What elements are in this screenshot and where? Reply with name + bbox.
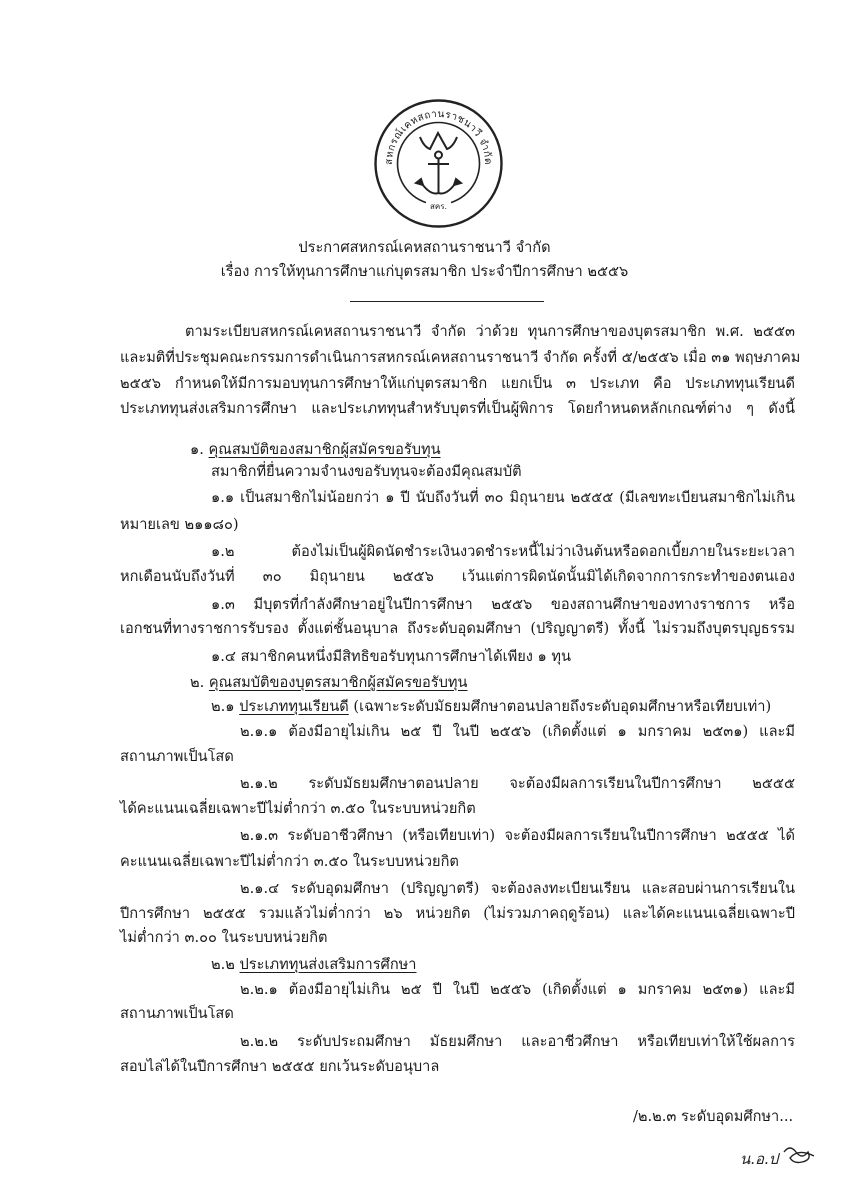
clause-2-1-3: ๒.๑.๓ ระดับอาชีวศึกษา (หรือเทียบเท่า) จะต้องมีผลการเรียนในปีการศึกษา ๒๕๕๕ ได้ — [240, 827, 795, 844]
clause-2-1-3-cont: คะแนนเฉลี่ยเฉพาะปีไม่ต่ำกว่า ๓.๕๐ ในระบบหน่วยกิต — [120, 853, 459, 870]
intro-line: และมติที่ประชุมคณะกรรมการดำเนินการสหกรณ์เคหสถานราชนาวี จำกัด ครั้งที่ ๕/๒๕๕๖ เมื่อ ๓๑ พฤษภาคม — [120, 349, 801, 366]
svg-text:สคร.: สคร. — [429, 202, 448, 211]
cooperative-seal-icon — [372, 97, 505, 230]
svg-text:สหกรณ์เคหสถานราชนาวี จำกัด: สหกรณ์เคหสถานราชนาวี จำกัด — [383, 108, 494, 166]
title-divider — [350, 301, 544, 302]
clause-1-3-cont: เอกชนที่ทางราชการรับรอง ตั้งแต่ชั้นอนุบาล ถึงระดับอุดมศึกษา (ปริญญาตรี) ทั้งนี้ ไม่รวมถึงบุตรบุญธรรม — [120, 620, 795, 637]
section-title: คุณสมบัติของสมาชิกผู้สมัครขอรับทุน — [208, 441, 441, 458]
clause-1-2-cont: หกเดือนนับถึงวันที่ ๓๐ มิถุนายน ๒๕๕๖ เว้นแต่การผิดนัดนั้นมิได้เกิดจากการกระทำของตนเอง — [120, 568, 795, 585]
svg-text:น.อ.ป: น.อ.ป — [740, 1150, 779, 1168]
announcement-subject: เรื่อง การให้ทุนการศึกษาแก่บุตรสมาชิก ประจำปีการศึกษา ๒๕๕๖ — [220, 263, 629, 280]
section-1-subheading: สมาชิกที่ยื่นความจำนงขอรับทุนจะต้องมีคุณสมบัติ — [211, 463, 522, 480]
clause-2-2-2-cont: สอบไล่ได้ในปีการศึกษา ๒๕๕๕ ยกเว้นระดับอนุบาล — [120, 1058, 440, 1075]
clause-1-4: ๑.๔ สมาชิกคนหนึ่งมีสิทธิขอรับทุนการศึกษาได้เพียง ๑ ทุน — [211, 648, 572, 665]
clause-2-1-4: ๒.๑.๔ ระดับอุดมศึกษา (ปริญญาตรี) จะต้องลงทะเบียนเรียน และสอบผ่านการเรียนใน — [240, 880, 795, 897]
subsection-title: ประเภททุนส่งเสริมการศึกษา — [239, 956, 417, 973]
subsection-note: (เฉพาะระดับมัธยมศึกษาตอนปลายถึงระดับอุดมศึกษาหรือเทียบเท่า) — [348, 698, 772, 715]
announcement-title: ประกาศสหกรณ์เคหสถานราชนาวี จำกัด — [298, 239, 551, 256]
clause-2-2-2: ๒.๒.๒ ระดับประถมศึกษา มัธยมศึกษา และอาชีวศึกษา หรือเทียบเท่าให้ใช้ผลการ — [240, 1033, 795, 1050]
handwritten-initials-signature — [738, 1134, 818, 1174]
clause-1-1-cont: หมายเลข ๒๑๑๘๐) — [120, 516, 239, 533]
subsection-number: ๒.๒ — [211, 956, 235, 973]
clause-1-1: ๑.๑ เป็นสมาชิกไม่น้อยกว่า ๑ ปี นับถึงวันที่ ๓๐ มิถุนายน ๒๕๕๕ (มีเลขทะเบียนสมาชิกไม่เกิน — [211, 489, 795, 506]
section-title: คุณสมบัติของบุตรสมาชิกผู้สมัครขอรับทุน — [208, 674, 468, 691]
clause-2-1-4-cont: ปีการศึกษา ๒๕๕๕ รวมแล้วไม่ต่ำกว่า ๒๖ หน่วยกิต (ไม่รวมภาคฤดูร้อน) และได้คะแนนเฉลี่ยเฉพาะปี — [120, 905, 795, 922]
clause-2-1-1: ๒.๑.๑ ต้องมีอายุไม่เกิน ๒๕ ปี ในปี ๒๕๕๖ (เกิดตั้งแต่ ๑ มกราคม ๒๕๓๑) และมี — [240, 723, 795, 740]
section-number: ๑. — [190, 441, 204, 458]
intro-line: ๒๕๕๖ กำหนดให้มีการมอบทุนการศึกษาให้แก่บุตรสมาชิก แยกเป็น ๓ ประเภท คือ ประเภททุนเรียนดี — [120, 375, 795, 392]
clause-2-1-1-cont: สถานภาพเป็นโสด — [120, 748, 234, 765]
clause-2-1-2-cont: ได้คะแนนเฉลี่ยเฉพาะปีไม่ต่ำกว่า ๓.๕๐ ในระบบหน่วยกิต — [120, 800, 476, 817]
continuation-note: /๒.๒.๓ ระดับอุดมศึกษา... — [633, 1108, 794, 1125]
clause-2-1-4-cont2: ไม่ต่ำกว่า ๓.๐๐ ในระบบหน่วยกิต — [120, 929, 328, 946]
clause-2-2-1: ๒.๒.๑ ต้องมีอายุไม่เกิน ๒๕ ปี ในปี ๒๕๕๖ (เกิดตั้งแต่ ๑ มกราคม ๒๕๓๑) และมี — [240, 981, 795, 998]
intro-line: ตามระเบียบสหกรณ์เคหสถานราชนาวี จำกัด ว่าด้วย ทุนการศึกษาของบุตรสมาชิก พ.ศ. ๒๕๕๓ — [185, 323, 795, 340]
section-1-heading — [190, 440, 441, 460]
clause-1-3: ๑.๓ มีบุตรที่กำลังศึกษาอยู่ในปีการศึกษา ๒๕๕๖ ของสถานศึกษาของทางราชการ หรือ — [211, 596, 795, 613]
subsection-number: ๒.๑ — [211, 698, 235, 715]
clause-2-2-1-cont: สถานภาพเป็นโสด — [120, 1005, 234, 1022]
subsection-2-1-heading — [211, 697, 771, 717]
clause-2-1-2: ๒.๑.๒ ระดับมัธยมศึกษาตอนปลาย จะต้องมีผลการเรียนในปีการศึกษา ๒๕๕๕ — [240, 775, 795, 792]
section-2-heading — [190, 673, 468, 693]
section-number: ๒. — [190, 674, 205, 691]
subsection-2-2-heading — [211, 955, 416, 975]
intro-line: ประเภททุนส่งเสริมการศึกษา และประเภททุนสำหรับบุตรที่เป็นผู้พิการ โดยกำหนดหลักเกณฑ์ต่าง ๆ ดังนี้ — [120, 400, 795, 417]
subsection-title: ประเภททุนเรียนดี — [239, 698, 349, 715]
clause-1-2: ๑.๒ ต้องไม่เป็นผู้ผิดนัดชำระเงินงวดชำระหนี้ไม่ว่าเงินต้นหรือดอกเบี้ยภายในระยะเวลา — [211, 543, 795, 560]
